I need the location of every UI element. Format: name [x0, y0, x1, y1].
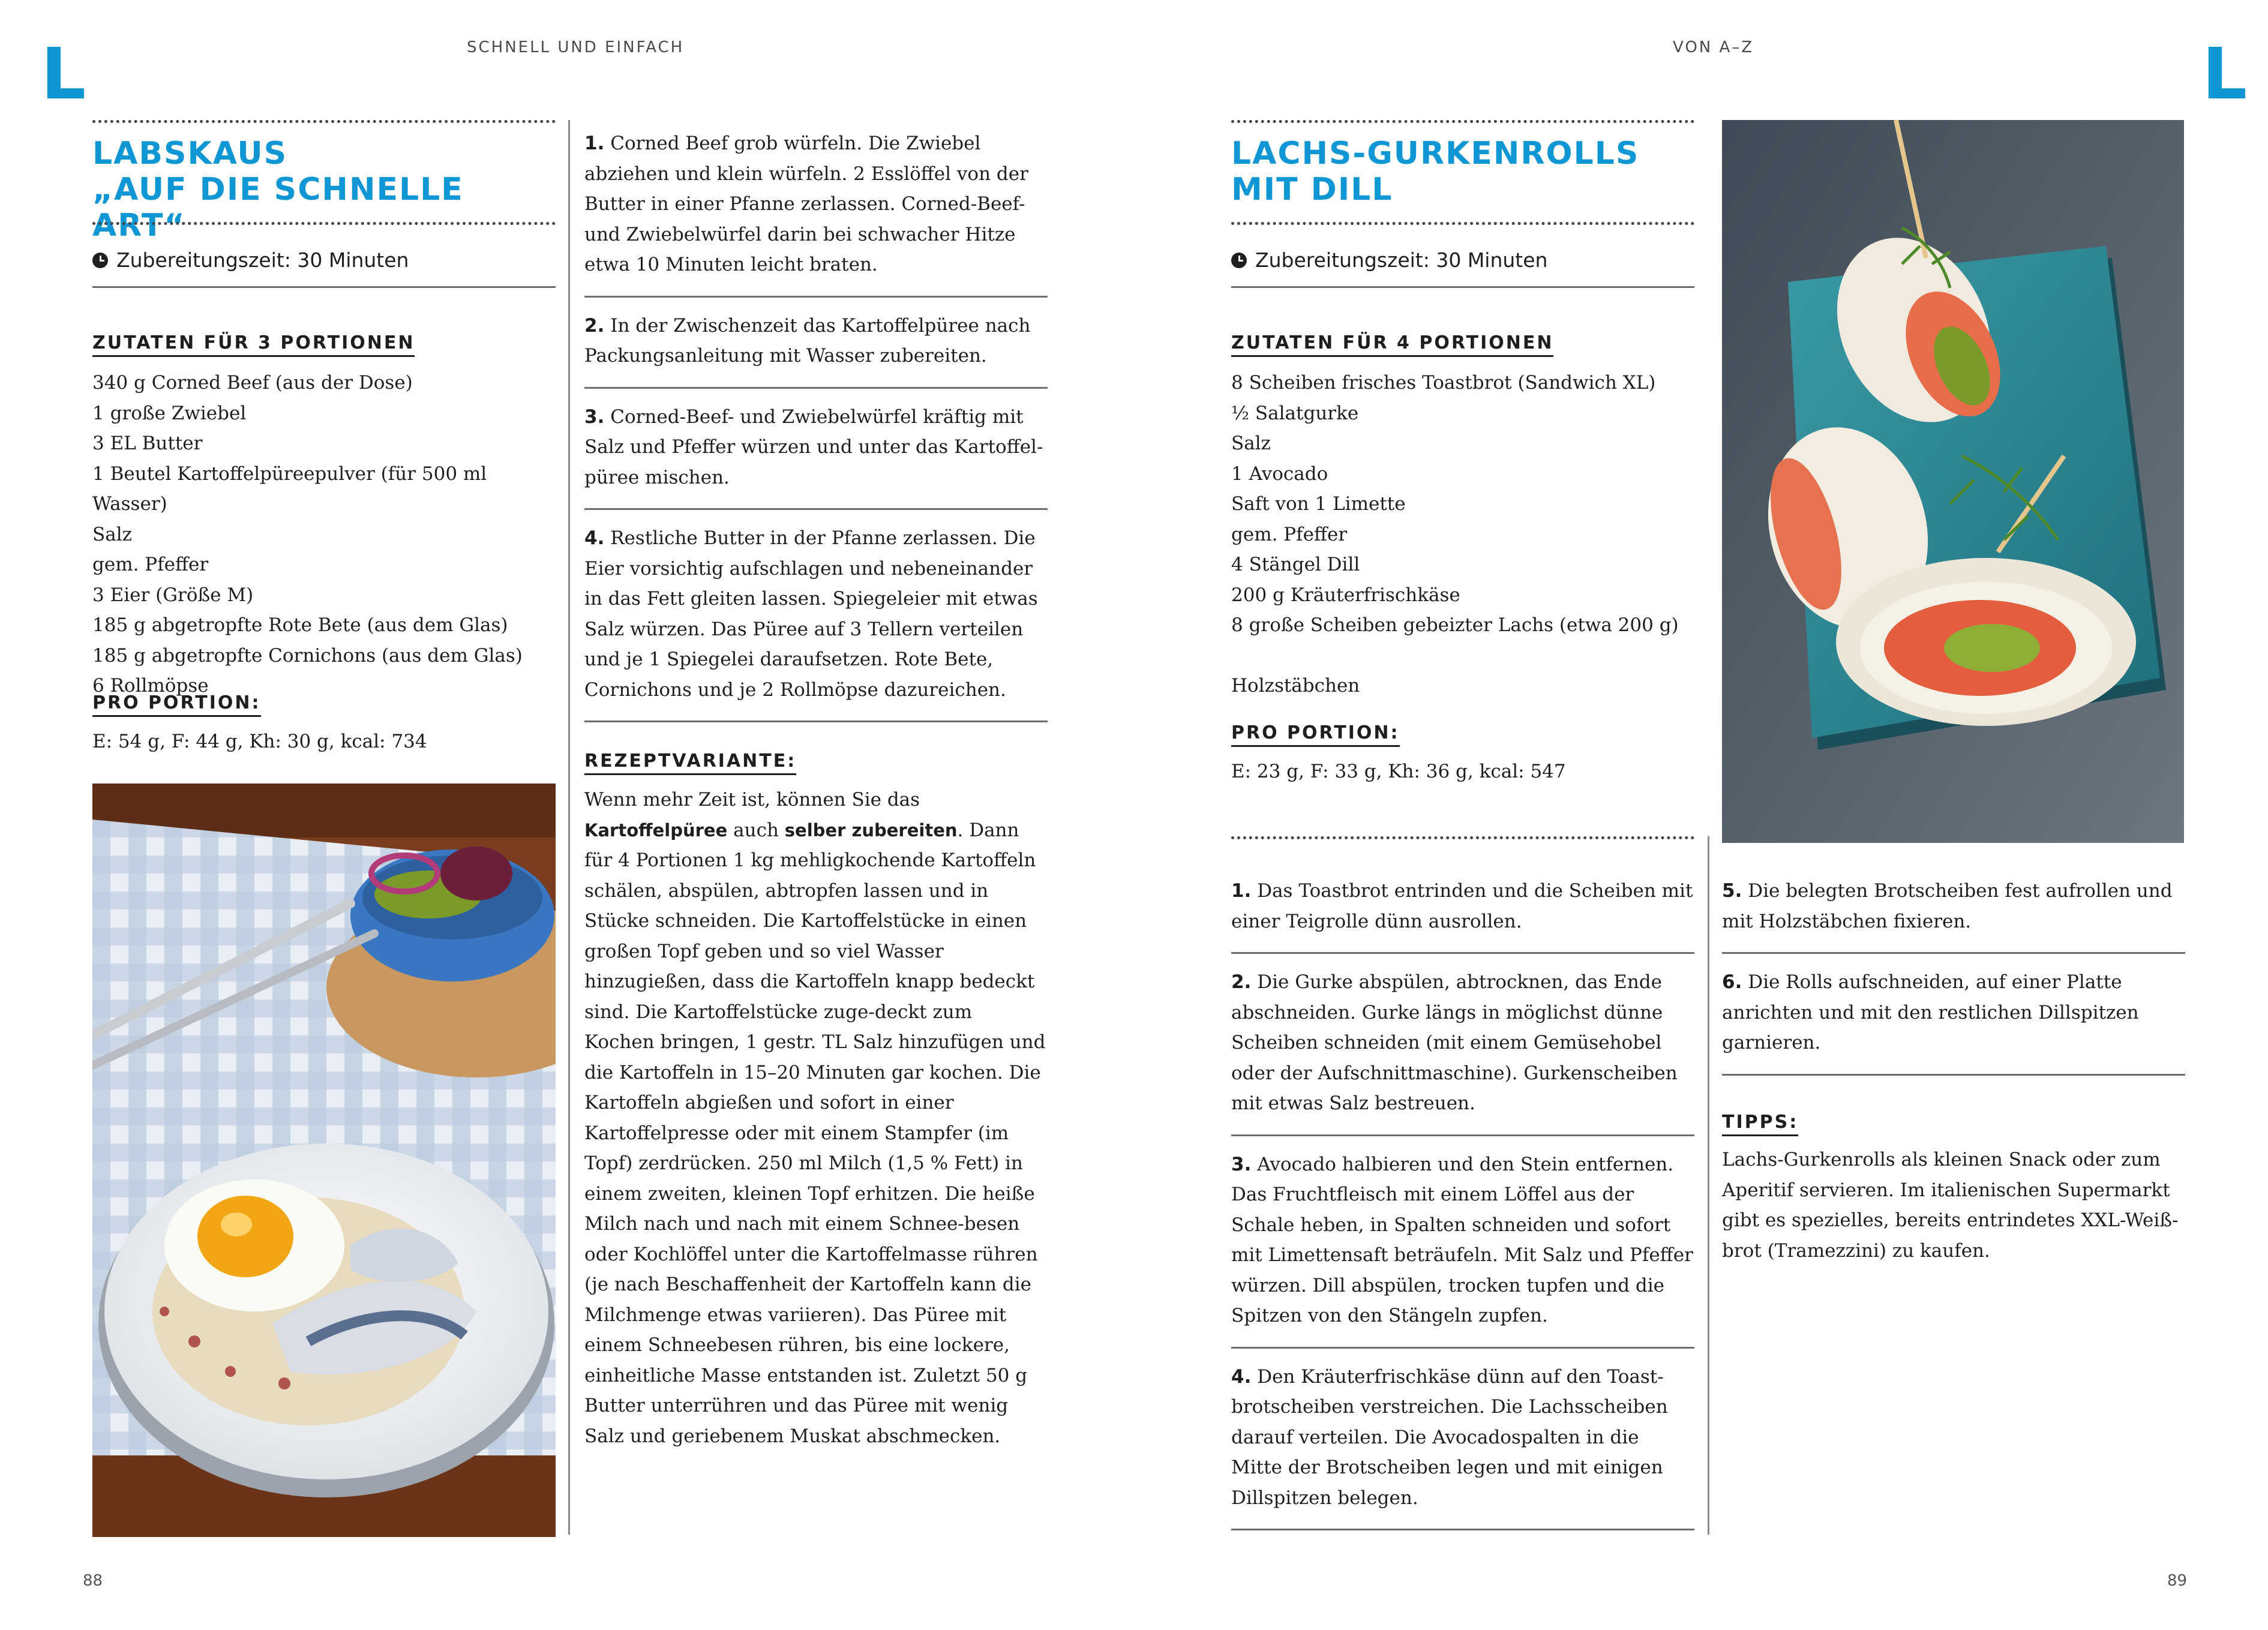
step-body: Corned-Beef- und Zwiebelwürfel kräftig mit Salz und Pfeffer würzen und unter das Kartoffel-püree mischen.: [584, 406, 1043, 488]
variant-intro: Wenn mehr Zeit ist, können Sie das: [584, 789, 920, 811]
section-letter-right: L: [2202, 32, 2248, 115]
step-number: 1.: [1231, 880, 1252, 902]
lachs-photo: [1722, 120, 2184, 843]
step-text: [1231, 967, 1694, 1119]
variant-text: [584, 785, 1048, 1451]
step-body: Restliche Butter in der Pfanne zerlassen. Die Eier vorsichtig aufschlagen und nebeneinander in das Fett gleiten lassen. Spiegeleier mit etwas Salz würzen. Das Püree auf 3 Tellern verteilen und je 1 Spiegelei daraufsetzen. Rote Bete, Cornichons und je 2 Rollmöpse dazureichen.: [584, 527, 1038, 701]
prep-time-text: Zubereitungszeit: 30 Minuten: [1255, 248, 1548, 272]
recipe-title-right: [1231, 136, 1699, 208]
step-text: [584, 402, 1048, 493]
column-rule: [568, 120, 570, 1535]
ingredients-heading: ZUTATEN FÜR 3 PORTIONEN: [92, 331, 415, 357]
step-number: 4.: [1231, 1365, 1252, 1388]
divider: [92, 286, 556, 288]
divider: [1231, 120, 1694, 123]
divider: [1231, 286, 1694, 288]
step-body: Die Rolls aufschneiden, auf einer Platte anrichten und mit den restlichen Dillspitzen garnieren.: [1722, 971, 2139, 1053]
ingredient-item: 4 Stängel Dill: [1231, 554, 1360, 575]
recipe-step: [584, 389, 1048, 511]
step-body: Die belegten Brotscheiben fest aufrollen und mit Holzstäbchen fixieren.: [1722, 880, 2173, 932]
divider: [92, 222, 556, 225]
ingredient-item: 1 Avocado: [1231, 463, 1328, 485]
step-body: Avocado halbieren und den Stein entfernen. Das Fruchtfleisch mit einem Löffel aus der Schale heben, in Spalten schneiden und sofort mit Limettensaft beträufeln. Mit Salz und Pfeffer würzen. Dill abspülen, trocken tupfen und die Spitzen von den Stängeln zupfen.: [1231, 1153, 1693, 1326]
tips-heading: TIPPS:: [1722, 1110, 1798, 1136]
step-body: Die Gurke abspülen, abtrocknen, das Ende abschneiden. Gurke längs in möglichst dünne Scheiben schneiden (mit einem Gemüsehobel oder der Aufschnittmaschine). Gurkenscheiben mit etwas Salz bestreuen.: [1231, 971, 1678, 1114]
divider: [92, 120, 556, 123]
step-text: [584, 311, 1048, 371]
labskaus-illustration: [92, 784, 556, 1537]
variant-highlight: Kartoffelpüree: [584, 819, 728, 840]
recipe-step: [1722, 876, 2185, 954]
ingredients-heading: ZUTATEN FÜR 4 PORTIONEN: [1231, 331, 1553, 357]
recipe-step: [1231, 1136, 1694, 1349]
recipe-step: [1231, 954, 1694, 1136]
step-number: 6.: [1722, 971, 1742, 993]
tips-text: Lachs-Gurkenrolls als kleinen Snack oder zum Aperitif servieren. Im italienischen Supermarkt gibt es spezielles, bereits entrindetes XXL-Weiß-brot (Tramezzini) zu kaufen.: [1722, 1149, 2179, 1262]
step-number: 5.: [1722, 880, 1742, 902]
nutrition-left: [92, 691, 566, 757]
step-text: [1722, 876, 2185, 936]
step-text: [584, 128, 1048, 280]
step-number: 3.: [584, 406, 605, 428]
step-body: Corned Beef grob würfeln. Die Zwiebel abziehen und klein würfeln. 2 Esslöffel von der Butter in einer Pfanne zerlassen. Corned-Beef- und Zwiebelwürfel darin bei schwacher Hitze etwa 10 Minuten leicht braten.: [584, 133, 1028, 275]
nutrition-text: E: 23 g, F: 33 g, Kh: 36 g, kcal: 547: [1231, 761, 1566, 782]
recipe-step: [584, 510, 1048, 722]
ingredient-list: [1231, 368, 1705, 641]
step-text: [1231, 876, 1694, 936]
steps-left: [584, 128, 1048, 722]
recipe-step: [1231, 1349, 1694, 1531]
ingredient-item: 200 g Kräuterfrischkäse: [1231, 584, 1460, 606]
recipe-step: [584, 128, 1048, 298]
nutrition-heading: PRO PORTION:: [92, 691, 261, 717]
ingredient-item: 3 Eier (Größe M): [92, 584, 254, 606]
ingredient-item: 185 g abgetropfte Cornichons (aus dem Glas): [92, 644, 523, 667]
ingredients-right: [1231, 331, 1705, 701]
ingredient-item: 185 g abgetropfte Rote Bete (aus dem Glas): [92, 614, 508, 636]
recipe-step: [1231, 876, 1694, 954]
step-body: Das Toastbrot entrinden und die Scheiben mit einer Teigrolle dünn ausrollen.: [1231, 880, 1693, 932]
lachs-illustration: [1722, 120, 2184, 843]
step-number: 1.: [584, 133, 605, 154]
step-number: 2.: [584, 314, 605, 337]
ingredient-item: 1 Beutel Kartoffelpüreepulver (für 500 ml Wasser): [92, 463, 487, 515]
title-line: MIT DILL: [1231, 172, 1393, 208]
nutrition-heading: PRO PORTION:: [1231, 721, 1400, 747]
section-letter-left: L: [41, 32, 86, 115]
labskaus-photo: [92, 784, 556, 1537]
ingredient-item: gem. Pfeffer: [1231, 523, 1348, 545]
ingredient-item: Saft von 1 Limette: [1231, 493, 1406, 515]
step-text: [1231, 1362, 1694, 1514]
step-number: 3.: [1231, 1153, 1252, 1175]
nutrition-right: [1231, 721, 1705, 787]
extra-ingredient: Holzstäbchen: [1231, 674, 1360, 697]
step-body: In der Zwischenzeit das Kartoffelpüree nach Packungsanleitung mit Wasser zubereiten.: [584, 314, 1031, 367]
recipe-step: [584, 298, 1048, 389]
variant-mid: auch: [733, 819, 779, 841]
prep-time-right: [1231, 248, 1547, 272]
clock-icon: [92, 253, 108, 268]
column-rule: [1708, 836, 1709, 1535]
steps-right-b: [1722, 876, 2185, 1076]
step-text: [584, 523, 1048, 705]
ingredient-item: Salz: [1231, 433, 1271, 454]
step-number: 2.: [1231, 971, 1252, 993]
variant-highlight: selber zubereiten: [784, 819, 958, 840]
divider: [1231, 222, 1694, 225]
clock-icon: [1231, 253, 1247, 268]
variant-heading: REZEPTVARIANTE:: [584, 749, 796, 775]
title-line: „AUF DIE SCHNELLE ART“: [92, 172, 464, 244]
step-number: 4.: [584, 527, 605, 549]
ingredients-left: [92, 331, 566, 701]
ingredient-item: 340 g Corned Beef (aus der Dose): [92, 372, 413, 394]
page-number-right: 89: [2167, 1572, 2188, 1590]
ingredient-item: 8 Scheiben frisches Toastbrot (Sandwich XL): [1231, 372, 1656, 394]
ingredient-item: 8 große Scheiben gebeizter Lachs (etwa 200 g): [1231, 614, 1679, 636]
running-head-right: VON A–Z: [1673, 38, 1754, 56]
recipe-title-left: [92, 136, 560, 244]
ingredient-list: [92, 368, 566, 701]
recipe-step: [1722, 954, 2185, 1076]
nutrition-text: E: 54 g, F: 44 g, Kh: 30 g, kcal: 734: [92, 731, 427, 752]
title-line: LABSKAUS: [92, 136, 288, 172]
ingredient-item: 1 große Zwiebel: [92, 402, 247, 424]
step-text: [1231, 1149, 1694, 1331]
page-number-left: 88: [83, 1572, 103, 1590]
ingredient-item: 3 EL Butter: [92, 433, 203, 454]
prep-time-text: Zubereitungszeit: 30 Minuten: [116, 248, 409, 272]
step-text: [1722, 967, 2185, 1058]
ingredient-item: 6 Rollmöpse: [92, 675, 209, 697]
variant-box: [584, 749, 1048, 1451]
steps-right-a: [1231, 876, 1694, 1530]
step-body: Den Kräuterfrischkäse dünn auf den Toast-brotscheiben verstreichen. Die Lachsscheiben darauf verteilen. Die Avocadospalten in die Mitte der Brotscheiben legen und mit einigen Dillspitzen belegen.: [1231, 1365, 1668, 1509]
ingredient-item: gem. Pfeffer: [92, 554, 209, 575]
prep-time-left: [92, 248, 409, 272]
title-line: LACHS-GURKENROLLS: [1231, 136, 1640, 172]
divider: [1231, 836, 1694, 839]
tips-box: [1722, 1110, 2185, 1266]
ingredient-item: Salz: [92, 523, 132, 545]
ingredient-item: ½ Salatgurke: [1231, 402, 1359, 424]
running-head-left: SCHNELL UND EINFACH: [467, 38, 685, 56]
variant-body: . Dann für 4 Portionen 1 kg mehligkochende Kartoffeln schälen, abspülen, abtropfen lassen und in Stücke schneiden. Die Kartoffelstücke in einen großen Topf geben und so viel Wasser hinzugießen, dass die Kartoffeln knapp bedeckt sind. Die Kartoffelstücke zuge-deckt zum Kochen bringen, 1 gestr. TL Salz hinzufügen und die Kartoffeln in 15–20 Minuten gar kochen. Die Kartoffeln abgießen und sofort in einer Kartoffelpresse oder mit einem Stampfer (im Topf) zerdrücken. 250 ml Milch (1,5 % Fett) in einem zweiten, kleinen Topf erhitzen. Die heiße Milch nach und nach mit einem Schnee-besen oder Kochlöffel unter die Kartoffelmasse rühren (je nach Beschaffenheit der Kartoffeln kann die Milchmenge etwas variieren). Das Püree mit einem Schneebesen rühren, bis eine lockere, einheitliche Masse entstanden ist. Zuletzt 50 g Butter unterrühren und das Püree mit wenig Salz und geriebenem Muskat abschmecken.: [584, 819, 1046, 1447]
